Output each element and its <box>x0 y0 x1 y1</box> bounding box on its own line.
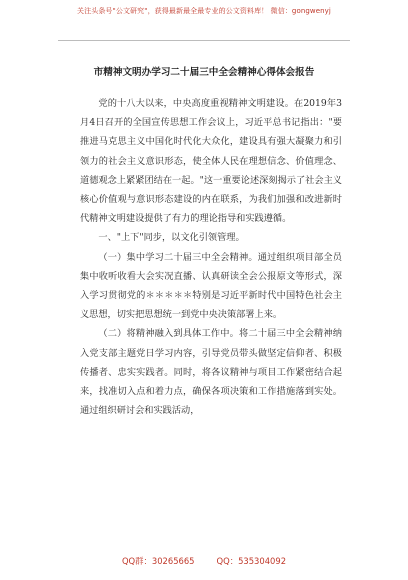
document-body <box>80 94 342 420</box>
header-banner: 关注头条号"公文研究"，获得最新最全最专业的公文资料库！ 微信：gongwenyj <box>77 7 331 15</box>
section-heading-1: 一、"上下"同步，以文化引领管理。 <box>98 232 245 244</box>
footer-contact <box>0 555 408 567</box>
paragraph-intro: 党的十八大以来，中央高度重视精神文明建设。在2019年3月4日召开的全国宣传思想工作会议上，习近平总书记指出："要推进马克思主义中国化时代化大众化，建设具有强大凝聚力和引领力的社会主义意识形态，使全体人民在理想信念、价值理念、道德观念上紧紧团结在一起。"这一重要论述深刻揭示了社会主义核心价值观与意识形态建设的内在联系，为我们加强和改进新时代精神文明建设提供了有力的理论指导和实践遵循。 <box>80 98 342 225</box>
paragraph-1-2: （二）将精神融入到具体工作中。将二十届三中全会精神纳入党支部主题党日学习内容，引导党员带头做坚定信仰者、积极传播者、忠实实践者。同时，将各议精神与项目工作紧密结合起来，找准切入点和着力点，确保各项决策和工作措施落到实处。通过组织研讨会和实践活动， <box>80 328 342 417</box>
document-title: 市精神文明办学习二十届三中全会精神心得体会报告 <box>93 67 315 78</box>
paragraph-1-1: （一）集中学习二十届三中全会精神。通过组织项目部全员集中收听收看大会实况直播、认真研读全会公报原文等形式，深入学习贯彻党的＊＊＊＊＊特别是习近平新时代中国特色社会主义思想，切实把思想统一到党中央决策部署上来。 <box>80 251 342 321</box>
header-divider <box>58 40 350 41</box>
footer-qq-group: QQ群：30265665 <box>121 556 195 566</box>
footer-qq: QQ：535304092 <box>216 556 287 566</box>
